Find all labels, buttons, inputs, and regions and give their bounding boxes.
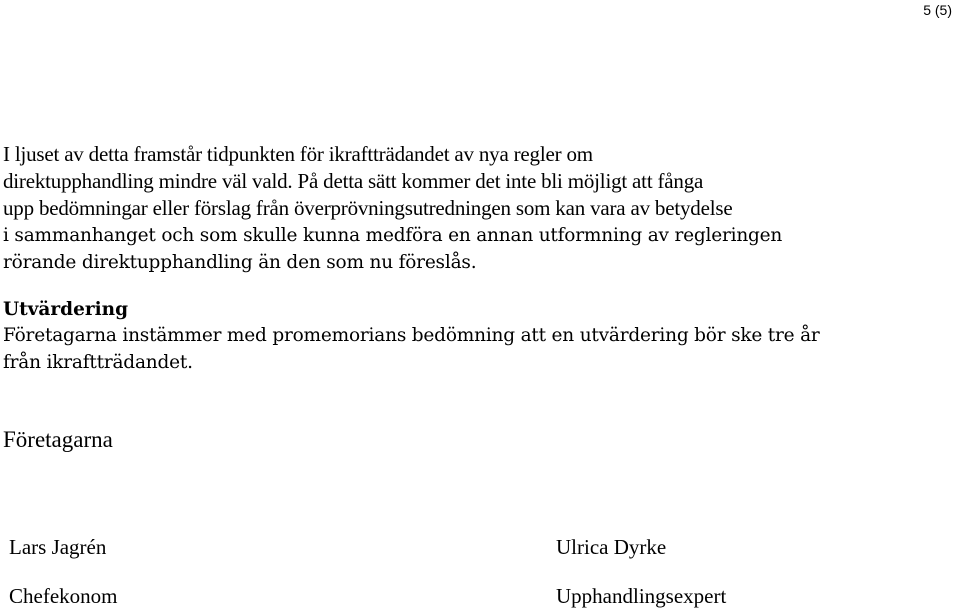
paragraph-utvardering (3, 322, 820, 376)
paragraph-line: rörande direktupphandling än den som nu föreslås. (3, 252, 477, 273)
paragraph-line: upp bedömningar eller förslag från överprövningsutredningen som kan vara av betydelse (3, 196, 733, 220)
paragraph-ikrafttradande (3, 141, 782, 276)
paragraph-line: I ljuset av detta framstår tidpunkten för ikraftträdandet av nya regler om (3, 142, 593, 166)
page-number: 5 (5) (923, 2, 952, 18)
signatory-name: Ulrica Dyrke (556, 535, 667, 559)
section-heading: Utvärdering (3, 299, 129, 320)
paragraph-line: från ikraftträdandet. (3, 352, 193, 373)
paragraph-line: i sammanhanget och som skulle kunna medföra en annan utformning av regleringen (3, 225, 783, 246)
signatory-name: Lars Jagrén (9, 535, 107, 559)
paragraph-line: direktupphandling mindre väl vald. På detta sätt kommer det inte bli möjligt att fånga (3, 169, 704, 193)
organization-name: Företagarna (3, 427, 113, 452)
signatory-title: Chefekonom (9, 584, 118, 608)
signatory-title: Upphandlingsexpert (556, 584, 727, 608)
paragraph-line: Företagarna instämmer med promemorians bedömning att en utvärdering bör ske tre år (3, 325, 820, 346)
